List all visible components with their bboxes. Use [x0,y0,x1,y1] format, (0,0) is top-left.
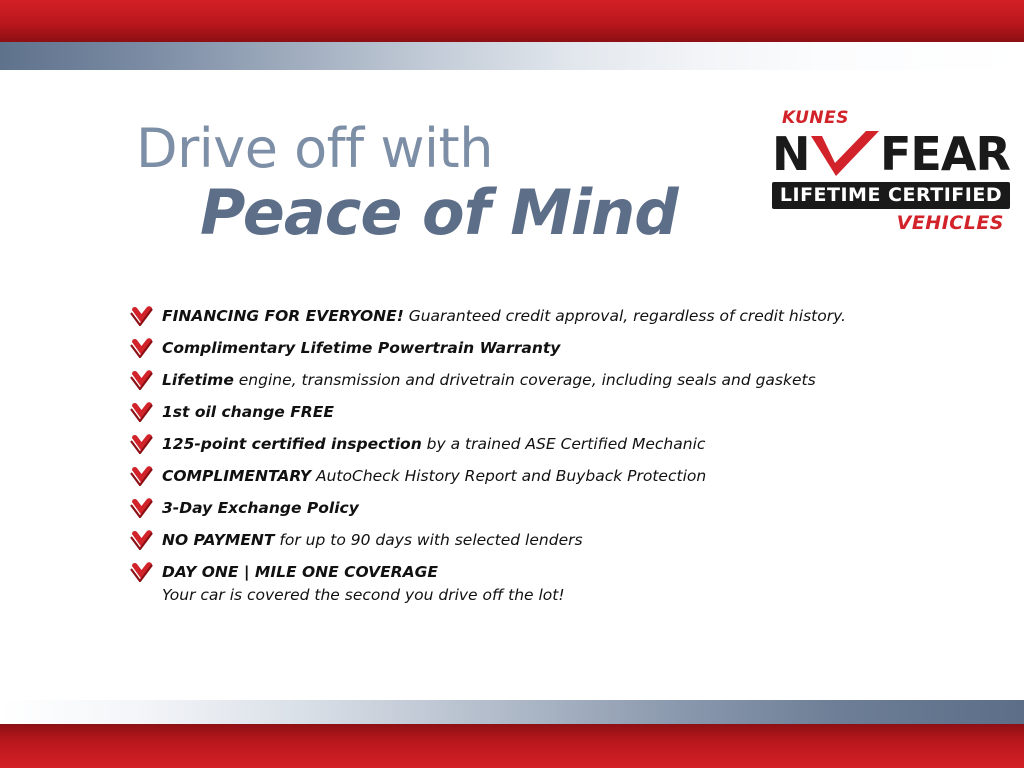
list-item-bold: DAY ONE | MILE ONE COVERAGE [162,563,438,581]
logo-lifetime-bar [772,182,1010,209]
list-item-text [162,433,950,455]
list-item [130,433,950,455]
check-heart-icon [130,338,154,358]
check-heart-icon [130,370,154,390]
check-heart-icon [130,434,154,454]
list-item-text [162,465,950,487]
check-heart-icon [130,466,154,486]
page-title [136,117,716,249]
list-item-bold: 1st oil change FREE [162,403,334,421]
bottom-red-banner [0,724,1024,768]
list-item-rest: engine, transmission and drivetrain coverage, including seals and gaskets [233,371,816,389]
list-item [130,305,950,327]
list-item [130,369,950,391]
list-item-bold: 125-point certified inspection [162,435,422,453]
logo-nofear-wordmark [772,128,1010,180]
kunes-no-fear-logo [772,108,1010,246]
list-item-text [162,401,950,423]
logo-checkmark-icon [808,130,882,180]
list-item [130,529,950,551]
list-item-text [162,561,950,583]
list-item-rest: by a trained ASE Certified Mechanic [421,435,706,453]
logo-vehicles-text: VEHICLES [896,212,1004,234]
list-item [130,337,950,359]
list-item [130,465,950,487]
list-item-bold: FINANCING FOR EVERYONE! [162,307,404,325]
top-red-banner [0,0,1024,42]
list-item-bold: Complimentary Lifetime Powertrain Warranty [162,339,561,357]
list-item-subtext: Your car is covered the second you drive off the lot! [162,586,565,604]
list-item-text [162,497,950,519]
list-item [130,561,950,606]
list-item-rest: Guaranteed credit approval, regardless of credit history. [403,307,846,325]
list-item-text [162,337,950,359]
top-divider [0,70,1024,72]
logo-letter-n: N [772,127,810,181]
check-heart-icon [130,402,154,422]
list-item-text [162,369,950,391]
bottom-gradient-band [0,700,1024,724]
list-item-bold: COMPLIMENTARY [162,467,312,485]
top-gradient-band [0,42,1024,70]
check-heart-icon [130,562,154,582]
list-item-rest: AutoCheck History Report and Buyback Protection [311,467,707,485]
list-item-rest: for up to 90 days with selected lenders [274,531,583,549]
logo-brand-text: KUNES [782,108,849,128]
features-list [130,305,950,616]
list-item [130,401,950,423]
check-heart-icon [130,306,154,326]
list-item-bold: NO PAYMENT [162,531,275,549]
headline-line-2: Peace of Mind [200,176,678,249]
check-heart-icon [130,498,154,518]
logo-lifetime-text: LIFETIME CERTIFIED [779,184,1003,206]
headline-line-1: Drive off with [136,117,493,180]
list-item-bold: Lifetime [162,371,234,389]
list-item-text [162,529,950,551]
list-item-text [162,305,950,327]
logo-word-fear: FEAR [880,127,1010,181]
list-item-bold: 3-Day Exchange Policy [162,499,359,517]
check-heart-icon [130,530,154,550]
list-item [130,497,950,519]
